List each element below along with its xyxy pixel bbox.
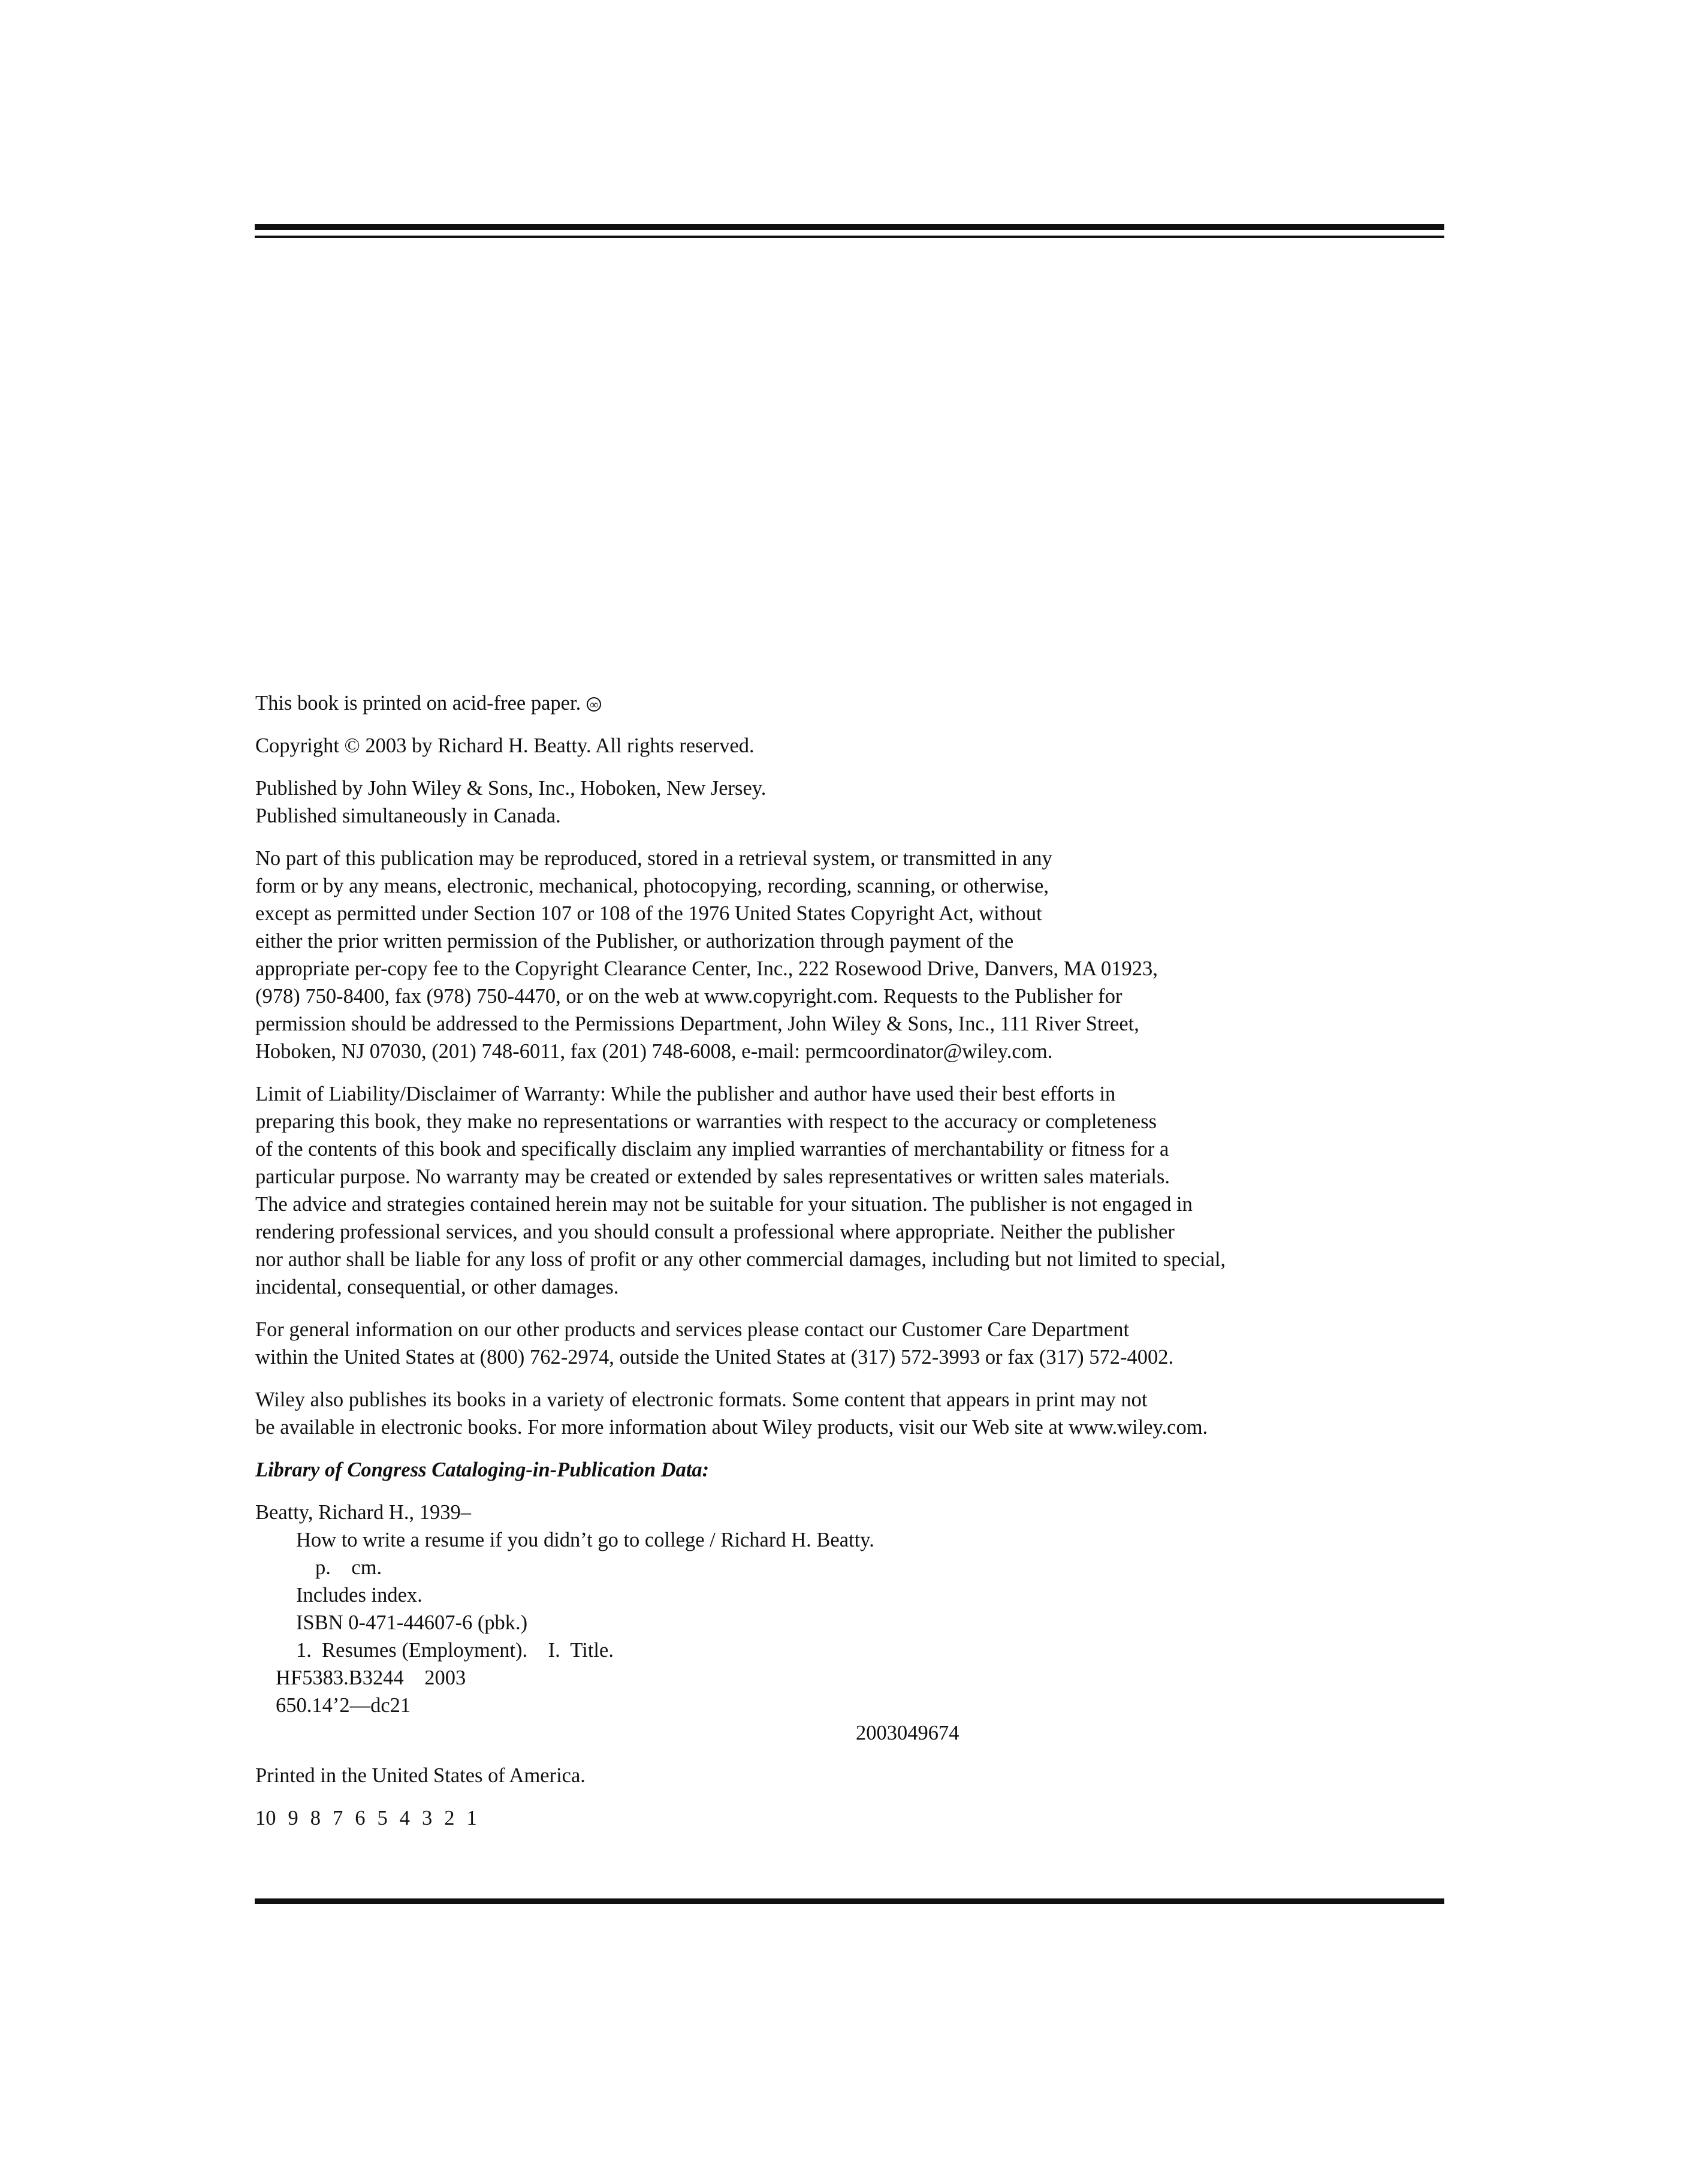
copyright-page-content	[255, 689, 1448, 1847]
printing-number: 2	[444, 1807, 455, 1830]
text-line: particular purpose. No warranty may be created or extended by sales representatives or written sales materials.	[255, 1165, 1170, 1188]
cip-pages: p. cm.	[315, 1556, 382, 1579]
text-line: For general information on our other products and services please contact our Customer Care Department	[255, 1318, 1130, 1341]
publisher-block	[255, 774, 1448, 830]
cip-isbn: ISBN 0-471-44607-6 (pbk.)	[296, 1611, 528, 1634]
acid-free-note	[255, 689, 1448, 717]
text-line: form or by any means, electronic, mechanical, photocopying, recording, scanning, or otherwise,	[255, 875, 1049, 897]
text-line: rendering professional services, and you should consult a professional where appropriate. Neither the publisher	[255, 1220, 1175, 1243]
printing-line	[255, 1804, 1448, 1832]
cip-heading: Library of Congress Cataloging-in-Publication Data:	[255, 1458, 710, 1481]
publisher-line: Published by John Wiley & Sons, Inc., Hoboken, New Jersey.	[255, 777, 767, 800]
electronic-formats	[255, 1386, 1448, 1441]
top-rule-thick	[255, 224, 1444, 230]
cip-subject: 1. Resumes (Employment). I. Title.	[296, 1639, 614, 1662]
cip-control-number: 2003049674	[856, 1722, 959, 1744]
text-line: No part of this publication may be reproduced, stored in a retrieval system, or transmitted in any	[255, 847, 1052, 870]
text-line: Limit of Liability/Disclaimer of Warranty: While the publisher and author have used their best efforts in	[255, 1083, 1116, 1105]
printing-number: 10	[255, 1807, 276, 1830]
text-line: except as permitted under Section 107 or 108 of the 1976 United States Copyright Act, without	[255, 902, 1042, 925]
printing-number: 8	[310, 1807, 321, 1830]
general-info	[255, 1316, 1448, 1371]
text-line: Hoboken, NJ 07030, (201) 748-6011, fax (201) 748-6008, e-mail: permcoordinator@wiley.com.	[255, 1040, 1053, 1063]
text-line: permission should be addressed to the Permissions Department, John Wiley & Sons, Inc., 111 River Street,	[255, 1012, 1139, 1035]
disclaimer-notice	[255, 1080, 1448, 1301]
text-line: within the United States at (800) 762-2974, outside the United States at (317) 572-3993 or fax (317) 572-4002.	[255, 1346, 1174, 1369]
printing-number: 6	[355, 1807, 366, 1830]
text-line: Wiley also publishes its books in a variety of electronic formats. Some content that appears in print may not	[255, 1388, 1148, 1411]
publisher-line: Published simultaneously in Canada.	[255, 804, 561, 827]
text-line: (978) 750-8400, fax (978) 750-4470, or on the web at www.copyright.com. Requests to the Publisher for	[255, 985, 1122, 1008]
cip-dewey: 650.14’2—dc21	[276, 1694, 411, 1717]
copyright-notice: Copyright © 2003 by Richard H. Beatty. All rights reserved.	[255, 734, 755, 757]
cip-record	[255, 1499, 1448, 1747]
acid-free-text: This book is printed on acid-free paper.	[255, 692, 581, 715]
printing-number: 5	[377, 1807, 388, 1830]
reproduction-notice	[255, 845, 1448, 1065]
top-rule-thin	[255, 236, 1444, 238]
printed-in: Printed in the United States of America.	[255, 1764, 586, 1787]
cip-title: How to write a resume if you didn’t go to college / Richard H. Beatty.	[296, 1529, 874, 1551]
text-line: The advice and strategies contained herein may not be suitable for your situation. The publisher is not engaged in	[255, 1193, 1193, 1216]
printing-number: 3	[422, 1807, 433, 1830]
text-line: either the prior written permission of the Publisher, or authorization through payment of the	[255, 930, 1014, 953]
bottom-rule	[255, 1898, 1444, 1904]
text-line: of the contents of this book and specifically disclaim any implied warranties of merchantability or fitness for a	[255, 1138, 1169, 1161]
infinity-paper-icon: ∞	[587, 697, 601, 712]
printing-number: 4	[399, 1807, 410, 1830]
printing-number: 1	[466, 1807, 477, 1830]
cip-classification: HF5383.B3244 2003	[276, 1666, 466, 1689]
printing-number: 7	[333, 1807, 343, 1830]
text-line: nor author shall be liable for any loss of profit or any other commercial damages, including but not limited to special,	[255, 1248, 1226, 1271]
text-line: appropriate per-copy fee to the Copyright Clearance Center, Inc., 222 Rosewood Drive, Danvers, MA 01923,	[255, 957, 1158, 980]
text-line: incidental, consequential, or other damages.	[255, 1276, 619, 1298]
text-line: be available in electronic books. For more information about Wiley products, visit our Web site at www.wiley.com.	[255, 1416, 1208, 1439]
text-line: preparing this book, they make no representations or warranties with respect to the accuracy or completeness	[255, 1110, 1157, 1133]
cip-index: Includes index.	[296, 1584, 423, 1607]
printing-number: 9	[288, 1807, 298, 1830]
cip-author: Beatty, Richard H., 1939–	[255, 1501, 471, 1524]
